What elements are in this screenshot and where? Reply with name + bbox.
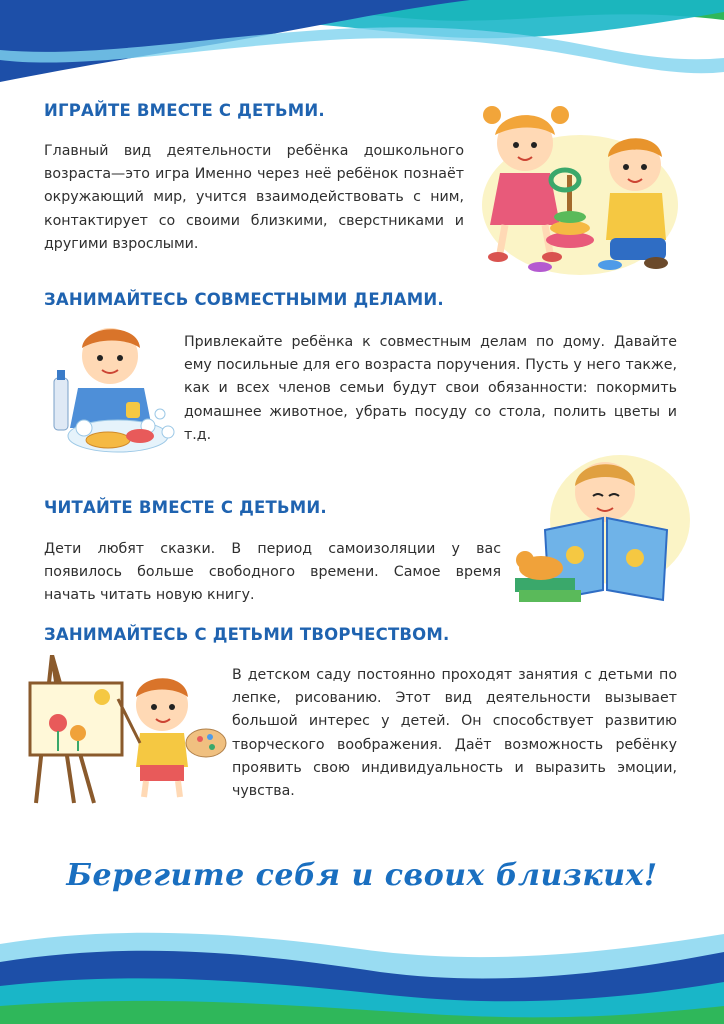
closing-slogan: Берегите себя и своих близких! — [66, 858, 658, 893]
section-3-heading: ЧИТАЙТЕ ВМЕСТЕ С ДЕТЬМИ. — [44, 498, 327, 517]
boy-washing-dishes-illustration — [48, 318, 183, 463]
section-1-text: Главный вид деятельности ребёнка дошкольного возраста—это игра Именно через неё ребёнок познаёт окружающий мир, учится взаимодействовать с ним, контактирует со своими близкими, сверстниками и другими взрослыми. — [44, 143, 464, 252]
children-playing-illustration — [470, 95, 680, 280]
boy-painting-illustration — [22, 655, 232, 805]
top-wave-decoration — [0, 0, 724, 100]
section-2-text: Привлекайте ребёнка к совместным делам по дому. Давайте ему посильные для его возраста поручения. Пусть у него также, как и всех членов семьи будут свои обязанности: покормить домашнее животное, убрать посуду со стола, полить цветы и т.д. — [184, 334, 677, 443]
bottom-wave-decoration — [0, 914, 724, 1024]
section-3-text: Дети любят сказки. В период самоизоляции у вас появилось больше свободного времени. Самое время начать читать новую книгу. — [44, 541, 501, 604]
section-2-heading: ЗАНИМАЙТЕСЬ СОВМЕСТНЫМИ ДЕЛАМИ. — [44, 290, 444, 309]
section-4-text: В детском саду постоянно проходят занятия с детьми по лепке, рисованию. Этот вид деятельности вызывает большой интерес у детей. Он способствует развитию творческого воображения. Даёт возможность ребёнку проявить свою индивидуальность и выразить эмоции, чувства. — [232, 667, 677, 800]
section-4-heading: ЗАНИМАЙТЕСЬ С ДЕТЬМИ ТВОРЧЕСТВОМ. — [44, 625, 450, 644]
section-1-heading: ИГРАЙТЕ ВМЕСТЕ С ДЕТЬМИ. — [44, 101, 325, 120]
boy-reading-illustration — [505, 450, 695, 610]
